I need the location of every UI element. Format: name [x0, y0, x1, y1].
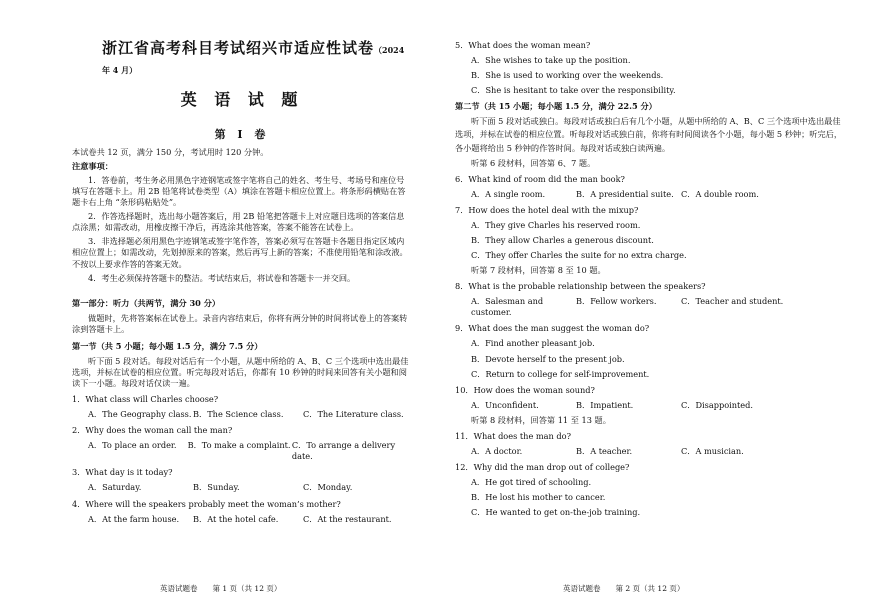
material-6-note: 听第 6 段材料，回答第 6、7 题。 [471, 157, 596, 168]
material-8-note: 听第 8 段材料，回答第 11 至 13 题。 [471, 414, 611, 425]
option-c: C．They offer Charles the suite for no extra charge. [471, 250, 687, 261]
option-a: A．She wishes to take up the position. [471, 55, 631, 66]
option-c: C．He wanted to get on-the-job training. [471, 507, 641, 518]
option-c: C．Return to college for self-improvement. [471, 368, 650, 379]
exam-title-date: （2024 年 4 月） [102, 45, 405, 76]
option-b: B．The Science class. [193, 409, 284, 420]
option-a: A．A single room. [471, 188, 546, 199]
option-c: C．Monday. [303, 482, 353, 493]
question-text: 1．What class will Charles choose? [72, 394, 219, 405]
option-b: B．Impatient. [576, 399, 634, 410]
page-2-footer: 英语试题卷 第 2 页（共 12 页） [563, 584, 685, 593]
question-6: 6．What kind of room did the man book? [455, 173, 625, 184]
question-options [72, 514, 412, 525]
question-5: 5．What does the woman mean? [455, 40, 591, 50]
option-c: C．A double room. [681, 188, 759, 199]
option-c: C．At the restaurant. [303, 513, 392, 524]
option-c: C．Disappointed. [681, 399, 754, 410]
material-7-note: 听第 7 段材料，回答第 8 至 10 题。 [471, 265, 606, 276]
note-4: 4．考生必须保持答题卡的整洁。考试结束后，将试卷和答题卡一并交回。 [88, 272, 356, 283]
page-2-column [455, 40, 845, 518]
option-b: B．A presidential suite. [576, 188, 674, 199]
question-1 [72, 394, 412, 420]
section1-heading: 第一节（共 5 小题；每小题 1.5 分，满分 7.5 分） [72, 340, 263, 351]
option-b: B．They allow Charles a generous discount. [471, 235, 654, 245]
section2-heading: 第二节（共 15 小题；每小题 1.5 分，满分 22.5 分） [455, 101, 657, 112]
question-10: 10．How does the woman sound? [455, 384, 595, 395]
question-text: 3．What day is it today? [72, 467, 173, 478]
question-11-options [455, 446, 845, 457]
section2-intro: 听下面 5 段对话或独白。每段对话或独白后有几个小题，从题中所给的 A、B、C 三个选项中选出最佳选项，并标在试卷的相应位置。听每段对话或独白前，你将有时间阅读各个小题，每小题 5 秒钟；听完后，各小题将给出 5 秒钟的作答时间。每段对话或独白读两遍。 [455, 116, 843, 153]
part1-heading: 第一部分：听力（共两节，满分 30 分） [72, 297, 221, 308]
question-4 [72, 499, 412, 525]
question-6-options [455, 189, 845, 200]
option-c: C．She is hesitant to take over the responsibility. [471, 85, 676, 96]
option-b: B．She is used to working over the weekends. [471, 70, 664, 81]
note-2: 2．作答选择题时，选出每小题答案后，用 2B 铅笔把答题卡上对应题目选项的答案信息点涂黑；如需改动，用橡皮擦干净后，再选涂其他答案，答案不能答在试卷上。 [72, 211, 405, 233]
option-a: A．Unconfident. [471, 399, 539, 410]
option-b: B．At the hotel cafe. [193, 513, 279, 524]
option-a: A．The Geography class. [88, 409, 192, 420]
question-7: 7．How does the hotel deal with the mixup? [455, 204, 639, 215]
page-1-footer: 英语试题卷 第 1 页（共 12 页） [160, 584, 282, 593]
option-b: B．A teacher. [576, 445, 633, 456]
question-options [72, 440, 412, 462]
option-c: C．To arrange a delivery date. [291, 440, 396, 462]
option-c: C．The Literature class. [303, 409, 404, 420]
option-a: A．He got tired of schooling. [471, 477, 592, 487]
option-c: C．Teacher and student. [681, 296, 784, 307]
option-a: A．At the farm house. [88, 513, 180, 524]
option-b: B．Sunday. [193, 482, 240, 493]
option-b: B．To make a complaint. [187, 440, 291, 451]
option-b: B．He lost his mother to cancer. [471, 492, 606, 503]
page-2 [435, 0, 870, 614]
question-9: 9．What does the man suggest the woman do? [455, 323, 650, 334]
volume-heading: 第 I 卷 [214, 128, 270, 142]
question-2 [72, 425, 412, 462]
option-a: A．Find another pleasant job. [471, 338, 595, 349]
exam-title [72, 38, 412, 79]
option-b: B．Devote herself to the present job. [471, 353, 625, 364]
note-1: 1．答卷前，考生务必用黑色字迹钢笔或签字笔将自己的姓名、考生号、考场号和座位号填写在答题卡上。用 2B 铅笔将试卷类型（A）填涂在答题卡相应位置上。将条形码横贴在答题卡右上角 “条形码粘贴处”。 [72, 175, 406, 208]
exam-subtitle: 英 语 试 题 [180, 89, 304, 109]
notes-heading: 注意事项： [72, 161, 113, 171]
question-12: 12．Why did the man drop out of college? [455, 461, 630, 472]
option-c: C．A musician. [681, 445, 744, 456]
question-3 [72, 467, 412, 493]
option-a: A．To place an order. [88, 440, 177, 451]
page-1-column [72, 38, 412, 525]
section1-intro: 听下面 5 段对话。每段对话后有一个小题，从题中所给的 A、B、C 三个选项中选出最佳选项，并标在试卷的相应位置。听完每段对话后，你都有 10 秒钟的时间来回答有关小题和阅读下一小题。每段对话仅读一遍。 [72, 355, 409, 388]
option-a: A．Salesman and customer. [471, 296, 544, 318]
part1-intro: 做题时，先将答案标在试卷上。录音内容结束后，你将有两分钟的时间将试卷上的答案转涂到答题卡上。 [72, 312, 408, 334]
question-8: 8．What is the probable relationship between the speakers? [455, 281, 706, 292]
option-a: A．Saturday. [88, 482, 142, 493]
note-3: 3．非选择题必须用黑色字迹钢笔或签字笔作答，答案必须写在答题卡各题目指定区域内相应位置上；如需改动，先划掉原来的答案，然后再写上新的答案；不准使用铅笔和涂改液。不按以上要求作答的答案无效。 [72, 236, 408, 269]
question-10-options [455, 400, 845, 411]
option-a: A．A doctor. [471, 445, 523, 456]
option-b: B．Fellow workers. [576, 296, 657, 307]
question-8-options [455, 296, 845, 318]
exam-intro: 本试卷共 12 页，满分 150 分，考试用时 120 分钟。 [72, 146, 269, 157]
exam-title-text: 浙江省高考科目考试绍兴市适应性试卷 [102, 39, 375, 57]
option-a: A．They give Charles his reserved room. [471, 219, 641, 230]
question-11: 11．What does the man do? [455, 430, 571, 441]
question-text: 2．Why does the woman call the man? [72, 425, 233, 436]
question-text: 4．Where will the speakers probably meet the woman’s mother? [72, 498, 341, 509]
question-options [72, 409, 412, 420]
question-options [72, 482, 412, 493]
